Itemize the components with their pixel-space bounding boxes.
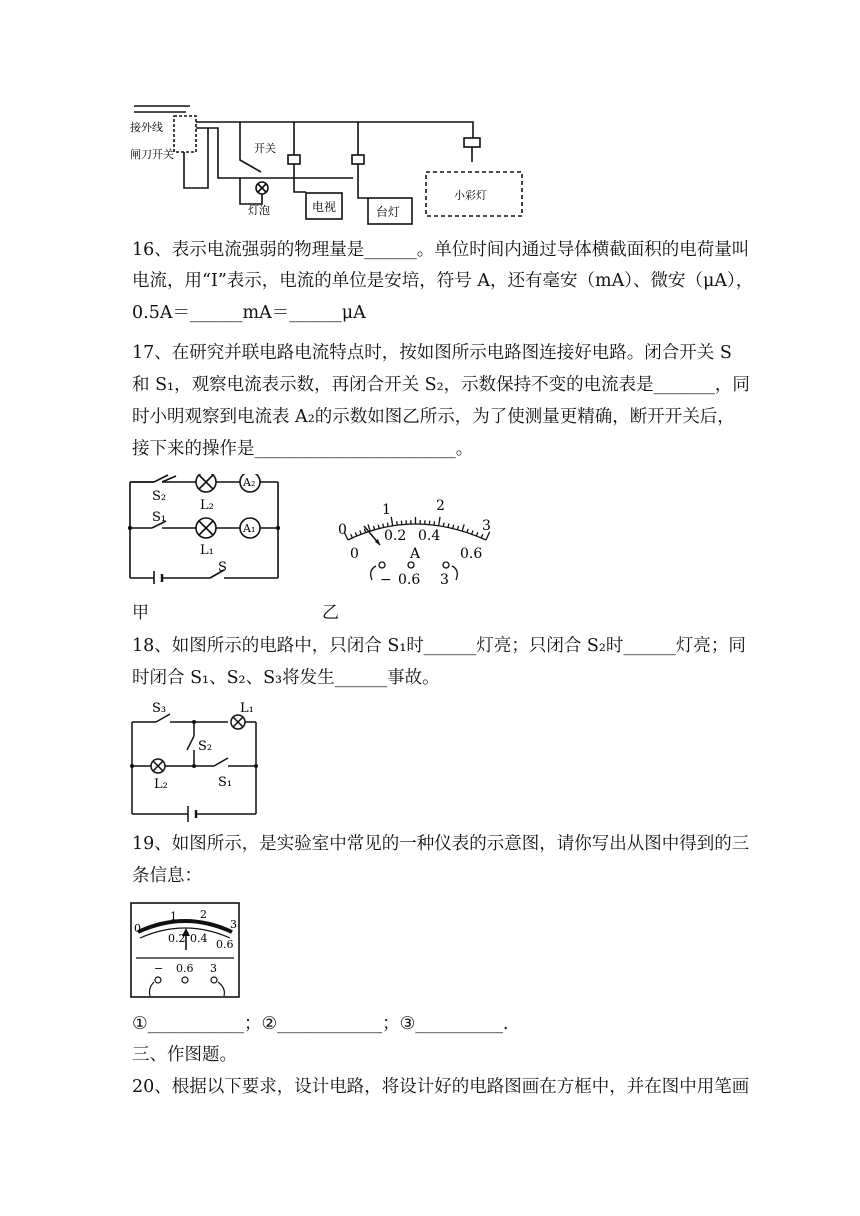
lower-tick-0: 0 bbox=[350, 546, 359, 562]
dial-tick bbox=[462, 524, 464, 531]
dial-tick bbox=[467, 529, 468, 533]
dial-tick bbox=[374, 526, 375, 530]
dial-tick bbox=[364, 529, 365, 533]
q19-terminal-3: 3 bbox=[210, 962, 217, 975]
dial-tick bbox=[391, 517, 392, 526]
q19-upper-2: 2 bbox=[200, 908, 207, 921]
label-small-lights: 小彩灯 bbox=[454, 189, 487, 202]
dial-tick bbox=[387, 523, 388, 527]
dial-tick bbox=[439, 517, 440, 526]
label-switch: 开关 bbox=[254, 142, 276, 155]
dial-tick bbox=[360, 531, 361, 535]
q17-line-3: 时小明观察到电流表 A₂的示数如图乙所示，为了使测量更精确，断开开关后， bbox=[132, 407, 735, 427]
q19-terminal-06: 0.6 bbox=[176, 962, 194, 975]
figure-label-jia: 甲 bbox=[132, 603, 149, 623]
terminal-0-6: 0.6 bbox=[398, 572, 421, 588]
q19-lower-02: 0.2 bbox=[168, 932, 186, 945]
label-s: S bbox=[218, 560, 227, 575]
q19-upper-1: 1 bbox=[170, 910, 177, 923]
dial-tick bbox=[453, 525, 454, 529]
label-s2: S₂ bbox=[152, 489, 167, 504]
q16-line-3: 0.5A＝______mA＝______μA bbox=[132, 303, 366, 323]
label-s2: S₂ bbox=[198, 739, 213, 754]
q19-upper-3: 3 bbox=[230, 918, 237, 931]
q19-answer-line: ①___________；②____________；③__________. bbox=[132, 1014, 509, 1034]
q18-circuit-diagram bbox=[126, 700, 266, 826]
dial-tick bbox=[481, 534, 483, 538]
dial-tick bbox=[457, 526, 458, 530]
q17-circuit-diagram bbox=[124, 474, 288, 584]
label-tv: 电视 bbox=[312, 200, 337, 214]
lower-tick-06: 0.6 bbox=[460, 546, 483, 562]
q17-ammeter-dial bbox=[334, 494, 500, 594]
q19-line-2: 条信息： bbox=[132, 866, 202, 886]
q19-line-1: 19、如图所示，是实验室中常见的一种仪表的示意图，请你写出从图中得到的三 bbox=[132, 834, 750, 854]
dial-tick bbox=[443, 523, 444, 527]
q17-line-4: 接下来的操作是_______________________。 bbox=[132, 439, 474, 459]
label-l1: L₁ bbox=[240, 701, 254, 716]
ammeter-a2: A₂ bbox=[243, 476, 256, 489]
upper-tick-3: 3 bbox=[482, 518, 491, 534]
label-s3: S₃ bbox=[152, 701, 167, 716]
label-l2: L₂ bbox=[154, 777, 168, 792]
lower-tick-04: 0.4 bbox=[418, 528, 441, 544]
q19-lower-06: 0.6 bbox=[216, 938, 234, 951]
q16-line-1: 16、表示电流强弱的物理量是______。单位时间内通过导体横截面积的电荷量叫 bbox=[132, 240, 750, 260]
label-desk-lamp: 台灯 bbox=[376, 205, 401, 219]
label-s1: S₁ bbox=[218, 775, 233, 790]
q20-line-1: 20、根据以下要求，设计电路，将设计好的电路图画在方框中，并在图中用笔画 bbox=[132, 1077, 750, 1097]
terminal-3: 3 bbox=[440, 572, 449, 588]
q19-lower-04: 0.4 bbox=[190, 932, 208, 945]
upper-tick-0: 0 bbox=[338, 522, 347, 538]
ammeter-a1: A₁ bbox=[243, 522, 256, 535]
dial-tick bbox=[383, 524, 384, 528]
house-wiring-diagram bbox=[128, 100, 548, 228]
label-knife-switch: 闸刀开关 bbox=[130, 148, 174, 161]
terminal-negative: − bbox=[380, 572, 392, 588]
figure-label-yi: 乙 bbox=[322, 603, 339, 623]
dial-tick bbox=[355, 532, 357, 536]
upper-tick-1: 1 bbox=[382, 502, 391, 518]
q17-line-1: 17、在研究并联电路电流特点时，按如图所示电路图连接好电路。闭合开关 S bbox=[132, 343, 732, 363]
label-l1: L₁ bbox=[200, 543, 214, 558]
q19-upper-0: 0 bbox=[134, 922, 141, 935]
dial-tick bbox=[448, 524, 449, 528]
section-3-heading: 三、作图题。 bbox=[132, 1045, 237, 1065]
q19-ammeter-figure bbox=[130, 902, 242, 1000]
dial-tick bbox=[351, 534, 353, 538]
q16-line-2: 电流，用“I”表示，电流的单位是安培，符号 A，还有毫安（mA）、微安（μA）， bbox=[132, 271, 754, 291]
dial-tick bbox=[472, 530, 473, 534]
lower-tick-02: 0.2 bbox=[384, 528, 407, 544]
meter-unit: A bbox=[410, 546, 421, 562]
label-outer-line: 接外线 bbox=[130, 121, 163, 134]
q18-line-2: 时闭合 S₁、S₂、S₃将发生______事故。 bbox=[132, 668, 440, 688]
label-l2: L₂ bbox=[200, 498, 214, 513]
q17-line-2: 和 S₁，观察电流表示数，再闭合开关 S₂，示数保持不变的电流表是_______，同 bbox=[132, 375, 750, 395]
q19-terminal-neg: − bbox=[154, 962, 164, 975]
upper-tick-2: 2 bbox=[436, 498, 445, 514]
label-s1: S₁ bbox=[152, 510, 167, 525]
dial-tick bbox=[476, 532, 477, 536]
dial-tick bbox=[378, 525, 379, 529]
q18-line-1: 18、如图所示的电路中，只闭合 S₁时______灯亮；只闭合 S₂时______灯亮；同 bbox=[132, 636, 746, 656]
label-bulb: 灯泡 bbox=[248, 204, 270, 217]
